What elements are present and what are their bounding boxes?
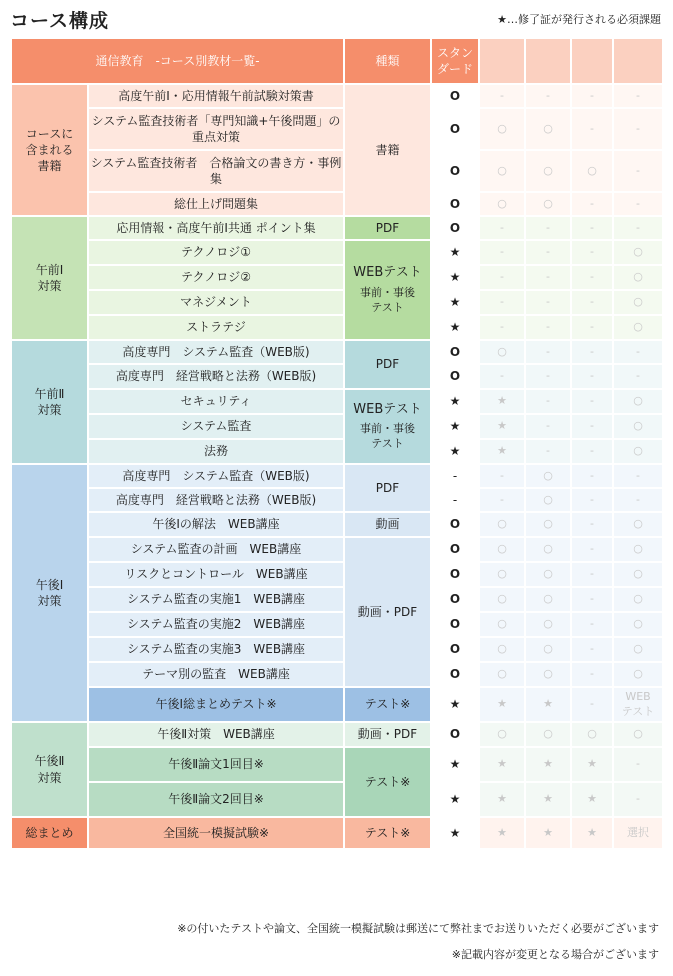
- course-row: [12, 193, 662, 215]
- type-label: 書籍: [375, 142, 400, 157]
- faded-mark: ★: [526, 783, 570, 816]
- course-row: [12, 588, 662, 611]
- material-item: 高度午前Ⅰ・応用情報午前試験対策書: [89, 85, 343, 107]
- faded-mark: -: [572, 341, 612, 363]
- category-cell: 午前Ⅱ 対策: [12, 341, 87, 463]
- standard-mark: ★: [432, 241, 478, 264]
- course-row: [12, 217, 662, 239]
- faded-mark: -: [480, 266, 524, 289]
- faded-mark: ○: [480, 538, 524, 561]
- header-material: 通信教育 -コース別教材一覧-: [12, 39, 343, 83]
- faded-mark: ○: [614, 538, 662, 561]
- faded-mark: ○: [526, 638, 570, 661]
- faded-mark: ○: [614, 723, 662, 746]
- type-label: WEBテスト: [353, 401, 422, 417]
- faded-mark: -: [572, 440, 612, 463]
- faded-mark: -: [480, 465, 524, 487]
- type-label: WEBテスト: [353, 265, 422, 281]
- faded-mark: ○: [480, 109, 524, 149]
- material-item: システム監査の実施3 WEB講座: [89, 638, 343, 661]
- category-cell: コースに 含まれる 書籍: [12, 85, 87, 215]
- faded-mark: -: [572, 109, 612, 149]
- course-row: [12, 723, 662, 746]
- standard-mark: ★: [432, 748, 478, 781]
- type-label: PDF: [375, 357, 400, 372]
- faded-mark: -: [572, 688, 612, 721]
- type-cell: [345, 513, 430, 536]
- header-type: 種類: [345, 39, 430, 83]
- footnote-postal: ※の付いたテストや論文、全国統一模擬試験は郵送にて弊社までお送りいただく必要がございます: [177, 922, 659, 935]
- type-cell: [345, 341, 430, 388]
- course-row: [12, 613, 662, 636]
- faded-mark: ★: [526, 688, 570, 721]
- material-item: 総仕上げ問題集: [89, 193, 343, 215]
- faded-mark: ○: [526, 563, 570, 586]
- standard-mark: ★: [432, 291, 478, 314]
- standard-mark: O: [432, 193, 478, 215]
- material-item: 法務: [89, 440, 343, 463]
- faded-mark: ○: [526, 613, 570, 636]
- faded-mark: ★: [572, 783, 612, 816]
- course-row: [12, 818, 662, 848]
- type-cell: [345, 465, 430, 511]
- material-item: システム監査の計画 WEB講座: [89, 538, 343, 561]
- faded-mark: ★: [480, 818, 524, 848]
- header-faded-col: [572, 39, 612, 83]
- faded-mark: ○: [526, 513, 570, 536]
- material-item: システム監査の実施1 WEB講座: [89, 588, 343, 611]
- category-cell: 総まとめ: [12, 818, 87, 848]
- faded-mark: ○: [526, 489, 570, 511]
- faded-mark: -: [480, 316, 524, 339]
- faded-mark: -: [572, 390, 612, 413]
- course-row: [12, 291, 662, 314]
- standard-mark: O: [432, 538, 478, 561]
- type-cell: [345, 723, 430, 746]
- faded-mark: -: [480, 489, 524, 511]
- faded-mark: ○: [526, 588, 570, 611]
- faded-mark: -: [572, 563, 612, 586]
- faded-mark: ○: [480, 341, 524, 363]
- type-label: テスト※: [364, 697, 411, 712]
- faded-mark: ○: [614, 241, 662, 264]
- material-item: システム監査の実施2 WEB講座: [89, 613, 343, 636]
- faded-mark: -: [572, 465, 612, 487]
- faded-mark: ○: [614, 415, 662, 438]
- type-label: 動画: [375, 517, 400, 532]
- course-row: [12, 538, 662, 561]
- faded-mark: ○: [526, 538, 570, 561]
- faded-mark: ○: [614, 663, 662, 686]
- faded-mark: -: [526, 241, 570, 264]
- faded-mark: -: [572, 241, 612, 264]
- material-item: テクノロジ②: [89, 266, 343, 289]
- header-faded-col: [526, 39, 570, 83]
- type-cell: [345, 217, 430, 239]
- material-item: セキュリティ: [89, 390, 343, 413]
- faded-mark: -: [572, 638, 612, 661]
- course-row: [12, 783, 662, 816]
- course-row: [12, 151, 662, 191]
- faded-mark: ○: [614, 266, 662, 289]
- standard-mark: -: [432, 489, 478, 511]
- standard-mark: ★: [432, 266, 478, 289]
- standard-mark: O: [432, 365, 478, 388]
- faded-mark: -: [526, 316, 570, 339]
- faded-mark: -: [572, 266, 612, 289]
- faded-mark: -: [480, 241, 524, 264]
- course-table: [10, 37, 664, 850]
- faded-mark: -: [614, 109, 662, 149]
- faded-mark: -: [614, 489, 662, 511]
- material-item: 高度専門 経営戦略と法務（WEB版): [89, 365, 343, 388]
- type-label: 動画・PDF: [357, 604, 418, 619]
- standard-mark: ★: [432, 316, 478, 339]
- faded-mark: WEB テスト: [614, 688, 662, 721]
- faded-mark: -: [526, 390, 570, 413]
- type-cell: [345, 748, 430, 816]
- type-cell: [345, 538, 430, 686]
- faded-mark: -: [526, 85, 570, 107]
- course-row: [12, 563, 662, 586]
- faded-mark: ○: [480, 613, 524, 636]
- material-item: マネジメント: [89, 291, 343, 314]
- type-label: テスト※: [364, 774, 411, 789]
- faded-mark: ○: [480, 513, 524, 536]
- type-cell: [345, 241, 430, 339]
- standard-mark: ★: [432, 415, 478, 438]
- faded-mark: ○: [480, 663, 524, 686]
- faded-mark: -: [614, 85, 662, 107]
- faded-mark: -: [572, 513, 612, 536]
- material-item: 午後Ⅱ論文2回目※: [89, 783, 343, 816]
- faded-mark: -: [480, 217, 524, 239]
- category-cell: 午前Ⅰ 対策: [12, 217, 87, 339]
- faded-mark: ○: [480, 588, 524, 611]
- type-cell: [345, 688, 430, 721]
- faded-mark: -: [572, 316, 612, 339]
- faded-mark: -: [572, 663, 612, 686]
- faded-mark: ★: [480, 688, 524, 721]
- faded-mark: ★: [526, 818, 570, 848]
- legend-note: ★…修了証が発行される必須課題: [497, 13, 661, 26]
- course-row: [12, 489, 662, 511]
- faded-mark: ○: [526, 151, 570, 191]
- header-faded-col: [614, 39, 662, 83]
- faded-mark: ○: [614, 563, 662, 586]
- course-row: [12, 688, 662, 721]
- faded-mark: -: [614, 783, 662, 816]
- course-row: [12, 85, 662, 107]
- header-faded-col: [480, 39, 524, 83]
- standard-mark: O: [432, 217, 478, 239]
- faded-mark: -: [572, 588, 612, 611]
- faded-mark: ○: [480, 151, 524, 191]
- standard-mark: O: [432, 723, 478, 746]
- faded-mark: ○: [480, 193, 524, 215]
- faded-mark: ○: [572, 723, 612, 746]
- faded-mark: ★: [480, 748, 524, 781]
- course-row: [12, 465, 662, 487]
- faded-mark: -: [572, 538, 612, 561]
- faded-mark: -: [572, 613, 612, 636]
- faded-mark: -: [572, 85, 612, 107]
- faded-mark: -: [526, 291, 570, 314]
- material-item: 高度専門 経営戦略と法務（WEB版): [89, 489, 343, 511]
- page-title: コース構成: [10, 10, 110, 32]
- standard-mark: O: [432, 513, 478, 536]
- header-standard: スタン ダード: [432, 39, 478, 83]
- faded-mark: -: [526, 217, 570, 239]
- standard-mark: O: [432, 151, 478, 191]
- standard-mark: O: [432, 341, 478, 363]
- material-item: 高度専門 システム監査（WEB版): [89, 341, 343, 363]
- faded-mark: ○: [614, 588, 662, 611]
- course-row: [12, 748, 662, 781]
- standard-mark: O: [432, 638, 478, 661]
- material-item: テクノロジ①: [89, 241, 343, 264]
- standard-mark: ★: [432, 440, 478, 463]
- course-row: [12, 365, 662, 388]
- faded-mark: -: [572, 489, 612, 511]
- faded-mark: -: [526, 365, 570, 388]
- course-row: [12, 663, 662, 686]
- faded-mark: ○: [480, 723, 524, 746]
- standard-mark: O: [432, 588, 478, 611]
- material-item: 高度専門 システム監査（WEB版): [89, 465, 343, 487]
- faded-mark: -: [526, 266, 570, 289]
- faded-mark: ★: [526, 748, 570, 781]
- course-row: [12, 638, 662, 661]
- type-cell: [345, 390, 430, 463]
- faded-mark: ○: [526, 465, 570, 487]
- course-row: [12, 241, 662, 264]
- faded-mark: 選択: [614, 818, 662, 848]
- type-label: 動画・PDF: [357, 727, 418, 742]
- standard-mark: O: [432, 663, 478, 686]
- faded-mark: ★: [480, 783, 524, 816]
- type-label: テスト※: [364, 825, 411, 840]
- standard-mark: O: [432, 109, 478, 149]
- standard-mark: O: [432, 613, 478, 636]
- standard-mark: ★: [432, 688, 478, 721]
- standard-mark: ★: [432, 818, 478, 848]
- faded-mark: -: [614, 365, 662, 388]
- faded-mark: ★: [572, 818, 612, 848]
- course-row: [12, 440, 662, 463]
- faded-mark: -: [572, 415, 612, 438]
- category-cell: 午後Ⅱ 対策: [12, 723, 87, 816]
- faded-mark: -: [614, 341, 662, 363]
- faded-mark: -: [572, 193, 612, 215]
- category-cell: 午後Ⅰ 対策: [12, 465, 87, 721]
- type-sublabel: 事前・事後 テスト: [360, 422, 415, 451]
- faded-mark: -: [480, 85, 524, 107]
- faded-mark: ○: [614, 291, 662, 314]
- type-sublabel: 事前・事後 テスト: [360, 285, 415, 314]
- faded-mark: -: [614, 217, 662, 239]
- course-row: [12, 341, 662, 363]
- faded-mark: -: [572, 365, 612, 388]
- faded-mark: ○: [614, 638, 662, 661]
- faded-mark: -: [614, 151, 662, 191]
- faded-mark: -: [572, 217, 612, 239]
- footnote-change: ※記載内容が変更となる場合がございます: [451, 948, 659, 961]
- standard-mark: ★: [432, 783, 478, 816]
- faded-mark: -: [614, 193, 662, 215]
- material-item: ストラテジ: [89, 316, 343, 339]
- faded-mark: -: [526, 440, 570, 463]
- faded-mark: ○: [526, 723, 570, 746]
- course-row: [12, 415, 662, 438]
- faded-mark: -: [480, 291, 524, 314]
- course-row: [12, 266, 662, 289]
- material-item: 午後Ⅱ論文1回目※: [89, 748, 343, 781]
- course-row: [12, 390, 662, 413]
- faded-mark: ○: [614, 513, 662, 536]
- faded-mark: ○: [480, 638, 524, 661]
- faded-mark: ○: [480, 563, 524, 586]
- material-item: 全国統一模擬試験※: [89, 818, 343, 848]
- faded-mark: ★: [480, 390, 524, 413]
- type-cell: [345, 85, 430, 215]
- header-row: [12, 39, 662, 83]
- course-row: [12, 513, 662, 536]
- faded-mark: ★: [480, 440, 524, 463]
- faded-mark: ★: [572, 748, 612, 781]
- material-item: システム監査技術者「専門知識+午後問題」の重点対策: [89, 109, 343, 149]
- faded-mark: ★: [480, 415, 524, 438]
- faded-mark: ○: [572, 151, 612, 191]
- material-item: 応用情報・高度午前Ⅰ共通 ポイント集: [89, 217, 343, 239]
- type-label: PDF: [375, 220, 400, 235]
- standard-mark: O: [432, 85, 478, 107]
- type-cell: [345, 818, 430, 848]
- faded-mark: ○: [614, 390, 662, 413]
- material-item: リスクとコントロール WEB講座: [89, 563, 343, 586]
- material-item: テーマ別の監査 WEB講座: [89, 663, 343, 686]
- faded-mark: ○: [614, 316, 662, 339]
- faded-mark: ○: [526, 109, 570, 149]
- standard-mark: O: [432, 563, 478, 586]
- material-item: システム監査: [89, 415, 343, 438]
- course-row: [12, 109, 662, 149]
- faded-mark: ○: [614, 440, 662, 463]
- course-row: [12, 316, 662, 339]
- faded-mark: -: [614, 748, 662, 781]
- faded-mark: ○: [614, 613, 662, 636]
- faded-mark: -: [526, 415, 570, 438]
- standard-mark: -: [432, 465, 478, 487]
- material-item: 午後Ⅰ総まとめテスト※: [89, 688, 343, 721]
- faded-mark: -: [614, 465, 662, 487]
- material-item: 午後Ⅱ対策 WEB講座: [89, 723, 343, 746]
- material-item: システム監査技術者 合格論文の書き方・事例集: [89, 151, 343, 191]
- type-label: PDF: [375, 480, 400, 495]
- standard-mark: ★: [432, 390, 478, 413]
- faded-mark: -: [480, 365, 524, 388]
- faded-mark: ○: [526, 663, 570, 686]
- faded-mark: ○: [526, 193, 570, 215]
- faded-mark: -: [572, 291, 612, 314]
- material-item: 午後Ⅰの解法 WEB講座: [89, 513, 343, 536]
- faded-mark: -: [526, 341, 570, 363]
